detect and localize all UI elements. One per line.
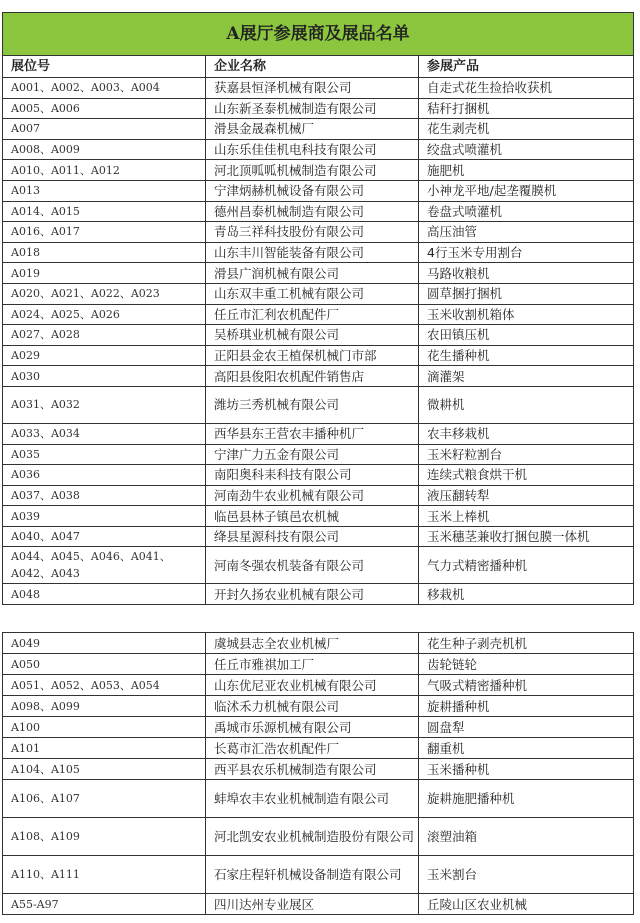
table-row xyxy=(3,506,634,527)
booth-number-cell: A040、A047 xyxy=(3,526,206,547)
table-row xyxy=(3,444,634,465)
product-cell: 滴灌架 xyxy=(419,366,634,387)
product-cell: 4行玉米专用割台 xyxy=(419,242,634,263)
booth-number-cell: A050 xyxy=(3,654,206,675)
company-name-cell: 吴桥琪业机械有限公司 xyxy=(206,325,419,346)
company-name-cell: 禹城市乐源机械有限公司 xyxy=(206,717,419,738)
company-name-cell: 临沭禾力机械有限公司 xyxy=(206,696,419,717)
product-cell: 滚塑油箱 xyxy=(419,818,634,856)
company-name-cell: 正阳县金农王植保机械门市部 xyxy=(206,345,419,366)
booth-number-cell: A029 xyxy=(3,345,206,366)
company-name-cell: 河北顶呱呱机械制造有限公司 xyxy=(206,160,419,181)
product-cell: 施肥机 xyxy=(419,160,634,181)
table-row xyxy=(3,325,634,346)
company-name-cell: 山东乐佳佳机电科技有限公司 xyxy=(206,139,419,160)
product-cell: 连续式粮食烘干机 xyxy=(419,465,634,486)
table-row xyxy=(3,304,634,325)
company-name-cell: 山东新圣泰机械制造有限公司 xyxy=(206,98,419,119)
product-cell: 自走式花生捡拾收获机 xyxy=(419,78,634,99)
table-title: A展厅参展商及展品名单 xyxy=(3,13,634,56)
booth-number-cell: A106、A107 xyxy=(3,780,206,818)
table-row xyxy=(3,386,634,423)
product-cell: 玉米上棒机 xyxy=(419,506,634,527)
booth-number-cell: A049 xyxy=(3,633,206,654)
table-row xyxy=(3,654,634,675)
booth-number-cell: A051、A052、A053、A054 xyxy=(3,675,206,696)
table-row xyxy=(3,780,634,818)
company-name-cell: 长葛市汇浩农机配件厂 xyxy=(206,738,419,759)
table-row xyxy=(3,584,634,605)
table-row xyxy=(3,98,634,119)
company-name-cell: 获嘉县恒泽机械有限公司 xyxy=(206,78,419,99)
company-name-cell: 绛县星源科技有限公司 xyxy=(206,526,419,547)
table-row xyxy=(3,547,634,584)
company-name-cell: 宁津炳赫机械设备有限公司 xyxy=(206,180,419,201)
booth-number-cell: A098、A099 xyxy=(3,696,206,717)
company-name-cell: 高阳县俊阳农机配件销售店 xyxy=(206,366,419,387)
booth-number-cell: A018 xyxy=(3,242,206,263)
company-name-cell: 石家庄程轩机械设备制造有限公司 xyxy=(206,856,419,894)
product-cell: 花生剥壳机 xyxy=(419,119,634,140)
table-row xyxy=(3,201,634,222)
company-name-cell: 南阳奥科耒科技有限公司 xyxy=(206,465,419,486)
company-name-cell: 临邑县林子镇邑农机械 xyxy=(206,506,419,527)
company-name-cell: 河南劲牛农业机械有限公司 xyxy=(206,485,419,506)
company-name-cell: 河北凯安农业机械制造股份有限公司 xyxy=(206,818,419,856)
exhibitor-table-part-2 xyxy=(2,632,634,915)
table-row xyxy=(3,78,634,99)
company-name-cell: 任丘市雅祺加工厂 xyxy=(206,654,419,675)
table-row xyxy=(3,465,634,486)
product-cell: 翻重机 xyxy=(419,738,634,759)
booth-number-cell: A001、A002、A003、A004 xyxy=(3,78,206,99)
table-row xyxy=(3,263,634,284)
table-row xyxy=(3,423,634,444)
product-cell: 玉米播种机 xyxy=(419,759,634,780)
booth-number-cell: A104、A105 xyxy=(3,759,206,780)
table-row xyxy=(3,222,634,243)
booth-number-cell: A044、A045、A046、A041、A042、A043 xyxy=(3,547,206,584)
company-name-cell: 西华县东王营农丰播种机厂 xyxy=(206,423,419,444)
table-row xyxy=(3,242,634,263)
table-row xyxy=(3,119,634,140)
product-cell: 微耕机 xyxy=(419,386,634,423)
product-cell: 气吸式精密播种机 xyxy=(419,675,634,696)
table-row xyxy=(3,526,634,547)
company-name-cell: 任丘市汇利农机配件厂 xyxy=(206,304,419,325)
company-name-cell: 德州昌泰机械制造有限公司 xyxy=(206,201,419,222)
company-name-cell: 开封久扬农业机械有限公司 xyxy=(206,584,419,605)
product-cell: 高压油管 xyxy=(419,222,634,243)
booth-number-cell: A035 xyxy=(3,444,206,465)
booth-number-cell: A036 xyxy=(3,465,206,486)
company-name-cell: 宁津广力五金有限公司 xyxy=(206,444,419,465)
booth-number-cell: A048 xyxy=(3,584,206,605)
product-cell: 农田镇压机 xyxy=(419,325,634,346)
table-row xyxy=(3,696,634,717)
header-booth-number: 展位号 xyxy=(3,56,206,78)
company-name-cell: 滑县金晟森机械厂 xyxy=(206,119,419,140)
table-row xyxy=(3,717,634,738)
booth-number-cell: A027、A028 xyxy=(3,325,206,346)
header-products: 参展产品 xyxy=(419,56,634,78)
table-row xyxy=(3,139,634,160)
table-row xyxy=(3,738,634,759)
company-name-cell: 山东优尼亚农业机械有限公司 xyxy=(206,675,419,696)
header-company-name: 企业名称 xyxy=(206,56,419,78)
booth-number-cell: A020、A021、A022、A023 xyxy=(3,283,206,304)
booth-number-cell: A031、A032 xyxy=(3,386,206,423)
product-cell: 圆盘犁 xyxy=(419,717,634,738)
product-cell: 旋耕施肥播种机 xyxy=(419,780,634,818)
product-cell: 花生播种机 xyxy=(419,345,634,366)
table-row xyxy=(3,675,634,696)
booth-number-cell: A010、A011、A012 xyxy=(3,160,206,181)
product-cell: 花生种子剥壳机机 xyxy=(419,633,634,654)
table-row xyxy=(3,485,634,506)
product-cell: 秸秆打捆机 xyxy=(419,98,634,119)
booth-number-cell: A024、A025、A026 xyxy=(3,304,206,325)
company-name-cell: 滑县广润机械有限公司 xyxy=(206,263,419,284)
booth-number-cell: A108、A109 xyxy=(3,818,206,856)
product-cell: 圆草捆打捆机 xyxy=(419,283,634,304)
product-cell: 卷盘式喷灌机 xyxy=(419,201,634,222)
company-name-cell: 山东丰川智能装备有限公司 xyxy=(206,242,419,263)
product-cell: 气力式精密播种机 xyxy=(419,547,634,584)
table-row xyxy=(3,856,634,894)
booth-number-cell: A014、A015 xyxy=(3,201,206,222)
booth-number-cell: A005、A006 xyxy=(3,98,206,119)
product-cell: 农丰移栽机 xyxy=(419,423,634,444)
company-name-cell: 蚌埠农丰农业机械制造有限公司 xyxy=(206,780,419,818)
booth-number-cell: A037、A038 xyxy=(3,485,206,506)
product-cell: 玉米穗茎兼收打捆包膜一体机 xyxy=(419,526,634,547)
booth-number-cell: A033、A034 xyxy=(3,423,206,444)
table-row xyxy=(3,894,634,915)
product-cell: 旋耕播种机 xyxy=(419,696,634,717)
company-name-cell: 西平县农乐机械制造有限公司 xyxy=(206,759,419,780)
company-name-cell: 河南冬强农机装备有限公司 xyxy=(206,547,419,584)
booth-number-cell: A039 xyxy=(3,506,206,527)
product-cell: 玉米割台 xyxy=(419,856,634,894)
table-row xyxy=(3,366,634,387)
exhibitor-table-part-1 xyxy=(2,12,634,605)
product-cell: 移栽机 xyxy=(419,584,634,605)
product-cell: 玉米籽粒割台 xyxy=(419,444,634,465)
booth-number-cell: A030 xyxy=(3,366,206,387)
booth-number-cell: A008、A009 xyxy=(3,139,206,160)
booth-number-cell: A016、A017 xyxy=(3,222,206,243)
table-row xyxy=(3,345,634,366)
table-row xyxy=(3,759,634,780)
company-name-cell: 虞城县志全农业机械厂 xyxy=(206,633,419,654)
product-cell: 绞盘式喷灌机 xyxy=(419,139,634,160)
company-name-cell: 潍坊三秀机械有限公司 xyxy=(206,386,419,423)
company-name-cell: 青岛三祥科技股份有限公司 xyxy=(206,222,419,243)
table-row xyxy=(3,180,634,201)
booth-number-cell: A100 xyxy=(3,717,206,738)
product-cell: 齿轮链轮 xyxy=(419,654,634,675)
company-name-cell: 四川达州专业展区 xyxy=(206,894,419,915)
booth-number-cell: A007 xyxy=(3,119,206,140)
booth-number-cell: A019 xyxy=(3,263,206,284)
table-row xyxy=(3,160,634,181)
table-row xyxy=(3,633,634,654)
product-cell: 玉米收割机箱体 xyxy=(419,304,634,325)
product-cell: 液压翻转犁 xyxy=(419,485,634,506)
company-name-cell: 山东双丰重工机械有限公司 xyxy=(206,283,419,304)
booth-number-cell: A55-A97 xyxy=(3,894,206,915)
table-row xyxy=(3,818,634,856)
product-cell: 小神龙平地/起垄覆膜机 xyxy=(419,180,634,201)
booth-number-cell: A101 xyxy=(3,738,206,759)
table-row xyxy=(3,283,634,304)
product-cell: 马路收粮机 xyxy=(419,263,634,284)
booth-number-cell: A013 xyxy=(3,180,206,201)
product-cell: 丘陵山区农业机械 xyxy=(419,894,634,915)
booth-number-cell: A110、A111 xyxy=(3,856,206,894)
